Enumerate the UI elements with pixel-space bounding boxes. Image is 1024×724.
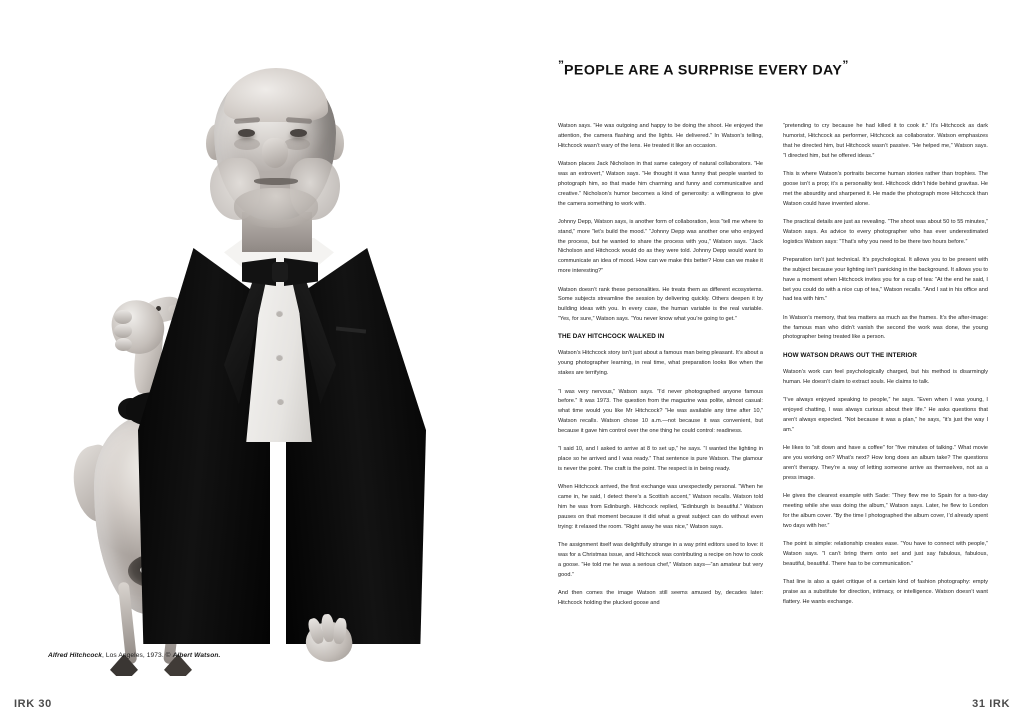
nose-shape <box>262 138 288 168</box>
page-title <box>558 58 988 79</box>
body-paragraph: “I’ve always enjoyed speaking to people,” he says. “Even when I was young, I enjoyed chatting, I was always curious about their life.” He asks questions that aren’t always expected. “Not because it was a plan,” he says, “it’s just the way I am.” <box>783 397 988 433</box>
eye-right-shape <box>290 129 307 137</box>
folio-left <box>14 698 52 710</box>
shirt-button-shape <box>276 354 283 361</box>
bow-tie-left-shape <box>242 258 276 286</box>
mouth-shape <box>254 178 298 185</box>
shirt-button-shape <box>276 310 283 317</box>
body-paragraph: “I was very nervous,” Watson says. “I’d never photographed anyone famous before.” It was 1973. The question from the magazine was polite, almost casual: what time would you like Mr Hitchcock? “He was available any time after 10,” Watson recalls. Watson chose 10 a.m.—not because it was convenient, but because it gave him control over the one thing he could control: readiness. <box>558 388 763 434</box>
folio-right <box>972 698 1010 710</box>
headline-close-quote: ” <box>842 58 849 72</box>
body-paragraph: He gives the clearest example with Sade: “They flew me to Spain for a two-day meeting while she was doing the album,” Watson says. Later, he flew to London for the album cover. “By the time I photographed the album cover, I’d already spent two days with her.” <box>783 492 988 529</box>
eye-left-shape <box>238 129 255 137</box>
body-paragraph: He likes to “sit down and have a coffee” for “five minutes of talking.” What movie are you working on? What’s next? How long does an album take? The questions aren’t therapy. They’re a way of letting someone arrive as themselves, not as a press image. <box>783 444 988 481</box>
knuckle-shape <box>115 338 132 351</box>
body-paragraph: Watson’s Hitchcock story isn’t just about a famous man being pleasant. It’s about a young photographer learning, in real time, what preparation looks like when the stakes are terrifying. <box>558 350 763 377</box>
body-paragraph: Preparation isn’t just technical. It’s psychological. It allows you to be present with the subject because your lighting isn’t panicking in the background. It allows you to have a moment when Hitchcock invites you for a cup of tea: “At the end he said, I bet you could do with a nice cup of tea,” Watson recalls. “And I sat in his office and had tea with him.” <box>783 256 988 303</box>
right-page <box>512 0 1024 724</box>
body-paragraph: “I said 10, and I asked to arrive at 8 to set up,” he says. “I wanted the lighting in place so he arrived and I was ready.” That sentence is pure Watson. The glamour is never the point. The craft is the point. The respect is in being ready. <box>558 446 763 473</box>
article-columns <box>558 122 988 617</box>
body-paragraph: The assignment itself was delightfully strange in a way print editors used to love: it was for a Christmas issue, and Hitchcock was contributing a recipe on how to cook a goose. “He told me he was a serious chef,” Watson says—“an amateur but very good.” <box>558 542 763 578</box>
forehead-shape <box>224 68 328 122</box>
section-heading: THE DAY HITCHCOCK WALKED IN <box>558 333 665 341</box>
bow-tie-knot-shape <box>272 262 288 282</box>
chin-shape <box>234 188 318 228</box>
body-paragraph: When Hitchcock arrived, the first exchange was unexpectedly personal. “When he came in, he said, I detect there’s a Scottish accent,” Watson recalls. Watson told him he was from Edinburgh. Hitchcock replied, “Edinburgh is beautiful.” Watson pauses on that moment because it did what a great subject can do without even trying: it relaxed the room. “Right away he was nice,” Watson says. <box>558 484 763 530</box>
article-column-two <box>783 122 988 617</box>
bow-tie-right-shape <box>284 258 318 286</box>
knuckle-shape <box>114 310 132 324</box>
portrait-illustration <box>18 62 418 642</box>
folio-right-text: 31 IRK <box>972 698 1010 710</box>
body-paragraph: In Watson’s memory, that tea matters as much as the frames. It’s the after-image: the famous man who didn’t vanish the second the work was done, the young photographer being treated like a person. <box>783 314 988 341</box>
caption-credit: Albert Watson. <box>172 652 221 659</box>
body-paragraph: “pretending to cry because he had killed it to cook it.” It’s Hitchcock as dark humorist, Hitchcock as performer, Hitchcock as collaborator. Watson emphasizes that he directed him, but Hitchcock wasn’t passive. “He helped me,” Watson says. “I directed him, but he offered ideas.” <box>783 123 988 159</box>
caption-middle: , Los Angeles, 1973. © <box>102 652 173 659</box>
shirt-button-shape <box>277 398 284 405</box>
photo-caption <box>48 652 378 661</box>
body-paragraph: Watson doesn’t rank these personalities. He treats them as different ecosystems. Some subjects streamline the session by delivering quickly. Others deepen it by building ideas with you. In every case, the human variable is the real variable. “Yes, for sure,” Watson says. “You never know what you’re going to get.” <box>558 286 763 323</box>
hitchcock-portrait-photo <box>18 62 418 642</box>
body-paragraph: Watson says. “He was outgoing and happy to be doing the shoot. He enjoyed the attention, the camera flashing and the lights. He delivered.” In Watson’s telling, Hitchcock wasn’t wary of the lens. He treated it like an occasion. <box>558 123 763 149</box>
body-paragraph: Watson places Jack Nicholson in that same category of natural collaborators. “He was an extrovert,” Watson says. “He thought it was funny that people wanted to photograph him, so that made him charming and funny and communicative and creative.” Nicholson’s humor becomes a kind of generosity: a willingness to give the camera something to work with. <box>558 161 763 207</box>
body-paragraph: And then comes the image Watson still seems amused by, decades later: Hitchcock holding the plucked goose and <box>558 590 763 607</box>
caption-subject: Alfred Hitchcock <box>48 652 102 659</box>
body-paragraph: Johnny Depp, Watson says, is another form of collaboration, less “tell me where to stand,” more “let’s build the mood.” “Johnny Depp was another one who enjoyed the process, but he wanted to share the process with you,” Watson says. “Jack Nicholson and Hitchcock would do as they were told. Johnny Depp would want to communicate an idea of mood. How can we make this better? How can we make it more interesting?” <box>558 218 763 275</box>
headline-text: PEOPLE ARE A SURPRISE EVERY DAY <box>564 62 843 79</box>
body-paragraph: The point is simple: relationship creates ease. “You have to connect with people,” Watson says. “I can’t bring them onto set and just say fabulous, fabulous, beautiful, beautiful. There has to be communication.” <box>783 540 988 567</box>
body-paragraph: Watson’s work can feel psychologically charged, but his method is disarmingly human. He doesn’t claim to extract souls. He claims to talk. <box>783 368 988 385</box>
headline-open-quote: ” <box>558 58 564 72</box>
knuckle-shape <box>114 324 132 338</box>
section-heading: HOW WATSON DRAWS OUT THE INTERIOR <box>783 351 918 359</box>
article-column-one <box>558 122 763 617</box>
body-paragraph: This is where Watson’s portraits become human stories rather than trophies. The goose isn’t a prop; it’s a personality test. Hitchcock didn’t hide behind gravitas. He met the absurdity and sharpened it. He made the photograph more Hitchcock than Watson could have invented alone. <box>783 170 988 207</box>
body-paragraph: That line is also a quiet critique of a certain kind of fashion photography: empty praise as a substitute for direction, intimacy, or intelligence. Watson doesn’t want flattery. He wants exchange. <box>783 578 988 605</box>
under-eye-left-shape <box>234 138 260 150</box>
folio-left-text: IRK 30 <box>14 698 52 710</box>
body-paragraph: The practical details are just as revealing. “The shoot was about 50 to 55 minutes,” Watson says. As advice to every photographer who has ever underestimated logistics Watson says: “That’s why you need to be there two hours before.” <box>783 218 988 245</box>
